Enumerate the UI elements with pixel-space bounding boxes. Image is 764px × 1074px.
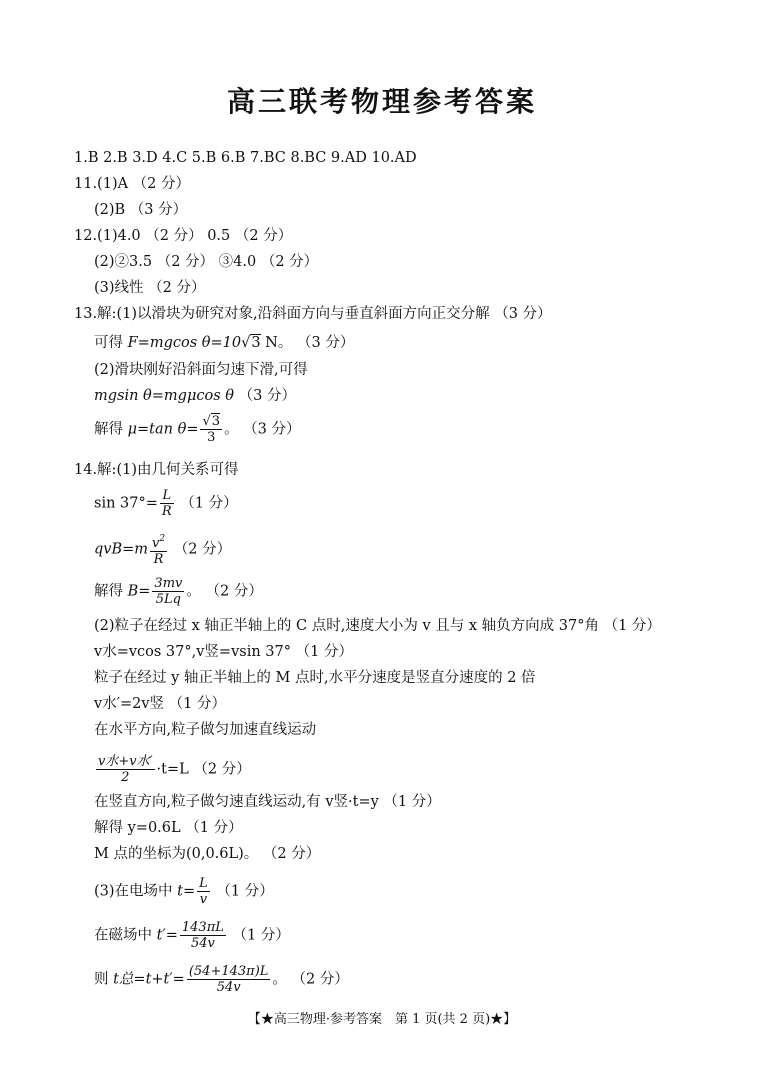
q14-line8: v水′=2v竖 （1 分） [94,696,226,712]
fraction: $\frac{L}{v}$ [199,876,208,907]
q12-line2: (2)②3.5 （2 分） ③4.0 （2 分） [94,254,319,270]
q11-line1: 11.(1)A （2 分） [74,176,191,192]
q14-line10: $\frac{\text{v水+v水′}}{2}$ ·t=L （2 分） [98,754,251,785]
q14-line6: v水=vcos 37°,v竖=vsin 37° （1 分） [94,644,353,660]
q14-line1: 14.解:(1)由几何关系可得 [74,462,239,478]
q13-line4: mgsin θ=mgμcos θ （3 分） [94,388,296,404]
q14-line4: 解得 B= $\frac{3mv}{5Lq}$ 。 （2 分） [94,576,263,607]
q13-line5: 解得 μ=tan θ= $\frac{√3}{3}$ 。 （3 分） [94,414,301,445]
q12-line3: (3)线性 （2 分） [94,280,206,296]
q14-line3: qvB=m $\frac{v^2}{R}$ （2 分） [94,534,232,567]
q14-line7: 粒子在经过 y 轴正半轴上的 M 点时,水平分速度是竖直分速度的 2 倍 [94,670,536,686]
q11-line2: (2)B （3 分） [94,202,188,218]
q14-line15: 在磁场中 t′= $\frac{143\pi L}{54v}$ （1 分） [94,920,290,951]
q14-line11: 在竖直方向,粒子做匀速直线运动,有 v竖·t=y （1 分） [94,794,441,810]
page-title: 高三联考物理参考答案 [226,85,537,118]
q13-line3: (2)滑块刚好沿斜面匀速下滑,可得 [94,362,308,378]
fraction: $\frac{143\pi L}{54v}$ [181,920,224,951]
fraction: $\frac{L}{R}$ [161,488,172,519]
fraction: $\frac{v^2}{R}$ [152,534,166,567]
q13-line1: 13.解:(1)以滑块为研究对象,沿斜面方向与垂直斜面方向正交分解 （3 分） [74,306,552,322]
fraction: $\frac{3mv}{5Lq}$ [154,576,183,607]
mc-answers: 1.B 2.B 3.D 4.C 5.B 6.B 7.BC 8.BC 9.AD 10.AD [74,150,417,166]
q14-line12: 解得 y=0.6L （1 分） [94,820,243,836]
q14-line9: 在水平方向,粒子做匀加速直线运动 [94,722,317,738]
q12-line1: 12.(1)4.0 （2 分） 0.5 （2 分） [74,228,293,244]
fraction: $\frac{√3}{3}$ [202,414,221,445]
q14-line2: sin 37°= $\frac{L}{R}$ （1 分） [94,488,238,519]
fraction: $\frac{\text{v水+v水′}}{2}$ [98,754,153,785]
fraction: $\frac{(54+143\pi)L}{54v}$ [188,964,269,995]
q14-line5: (2)粒子在经过 x 轴正半轴上的 C 点时,速度大小为 v 且与 x 轴负方向成 37°角 （1 分） [94,618,661,634]
q14-line13: M 点的坐标为(0,0.6L)。 （2 分） [94,846,321,862]
page-footer: 【★高三物理·参考答案 第 1 页(共 2 页)★】 [247,1012,517,1027]
q14-line14: (3)在电场中 t= $\frac{L}{v}$ （1 分） [94,876,274,907]
q14-line16: 则 t总=t+t′= $\frac{(54+143\pi)L}{54v}$ 。 （2 分） [94,964,349,995]
q13-line2: 可得 F=mgcos θ=10√3 N。 （3 分） [94,335,355,351]
